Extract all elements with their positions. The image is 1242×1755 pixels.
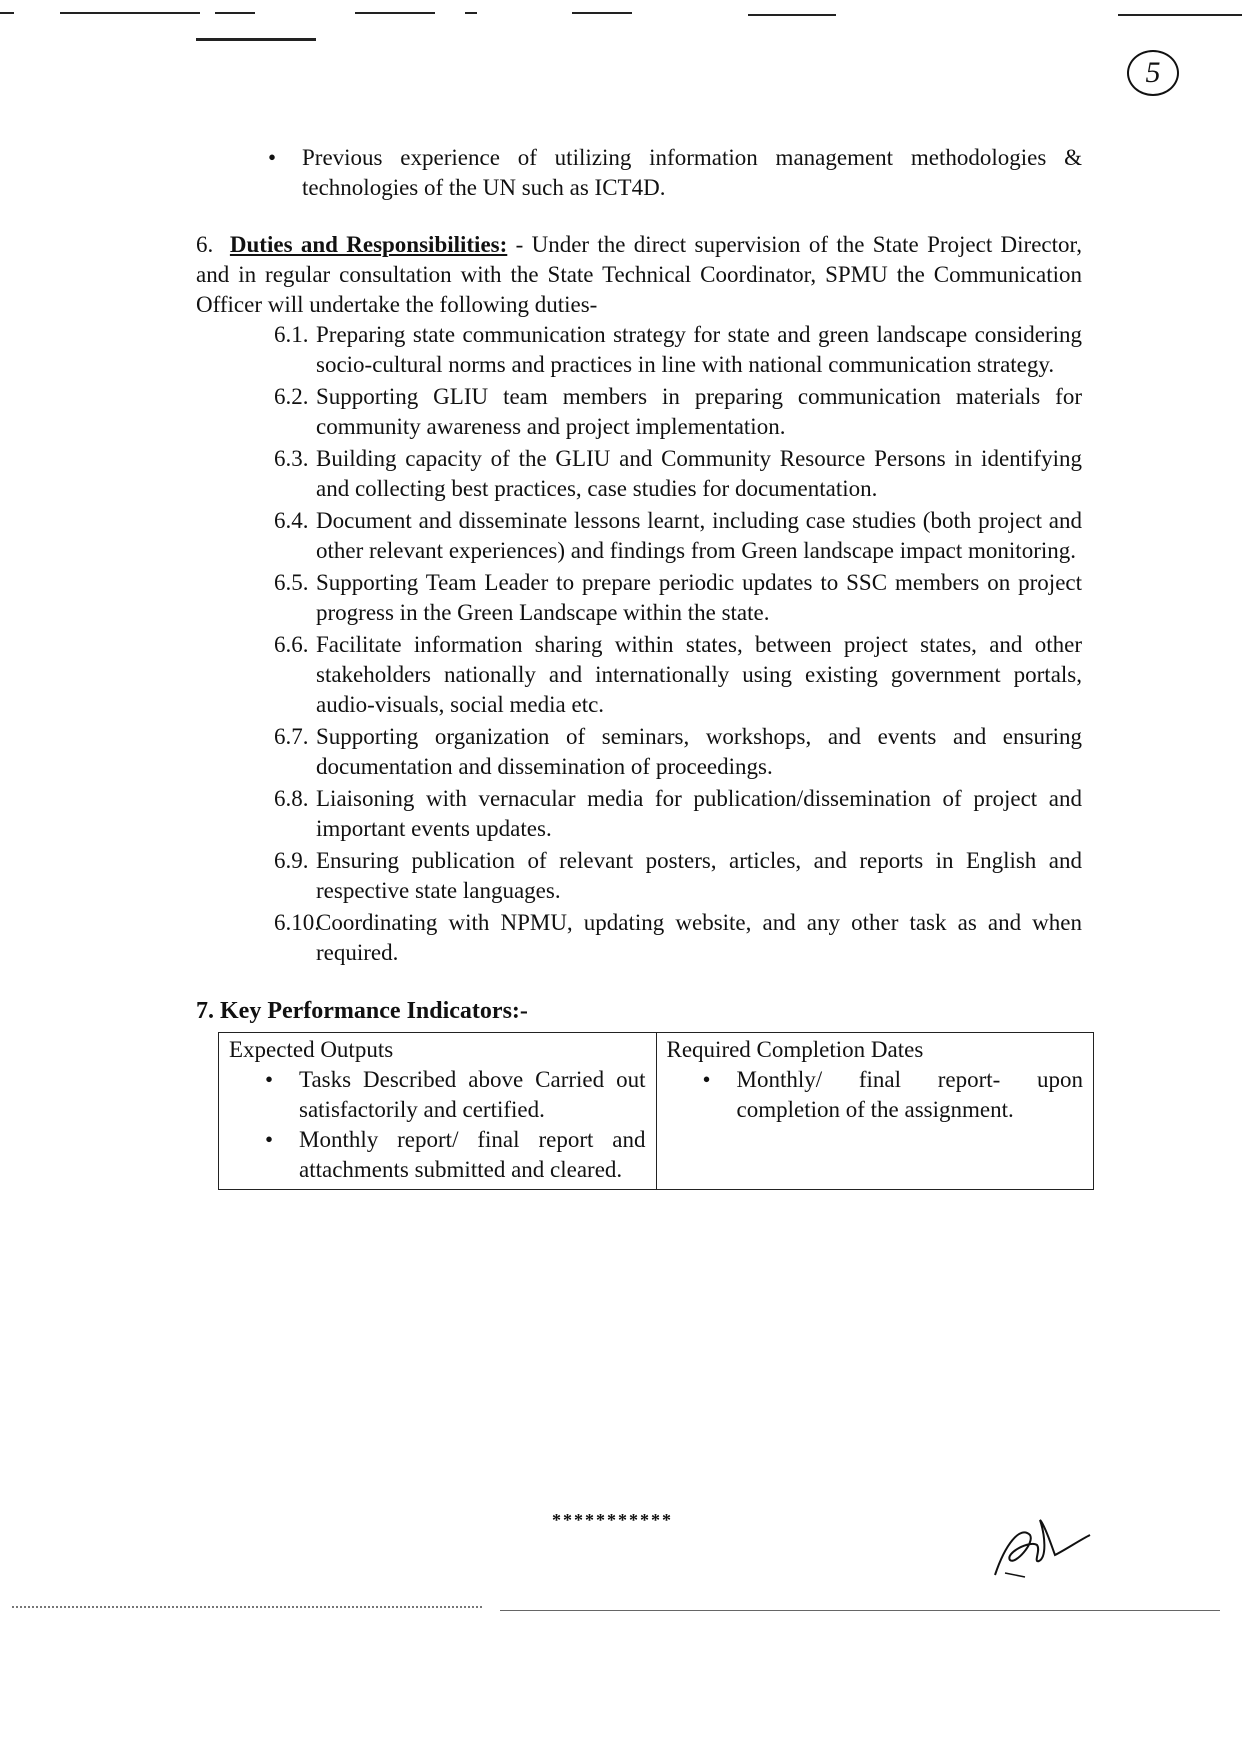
scan-artifact-line [196,38,316,41]
list-item: • Previous experience of utilizing information management methodologies & technologies of the UN such as ICT4D. [268,143,1082,203]
completion-dates-list [667,1065,1084,1125]
section-duties-intro [196,230,1082,320]
list-item [274,568,1082,628]
duty-number: 6.8. [274,786,309,811]
intro-bullet-list [196,143,1082,203]
list-item [274,908,1082,968]
duty-text: Coordinating with NPMU, updating website, and any other task as and when required. [316,910,1082,965]
duty-number: 6.7. [274,724,309,749]
duty-text: Building capacity of the GLIU and Community Resource Persons in identifying and collecting best practices, case studies for documentation. [316,446,1082,501]
scan-artifact-line [0,12,14,14]
duty-number: 6.4. [274,508,309,533]
signature-icon [975,1505,1095,1585]
end-mark: *********** [552,1510,673,1530]
duty-number: 6.2. [274,384,309,409]
document-body [196,143,1082,1190]
scan-artifact-line [60,12,200,14]
list-item [274,320,1082,380]
duty-text: Supporting organization of seminars, workshops, and events and ensuring documentation and dissemination of proceedings. [316,724,1082,779]
duty-text: Liaisoning with vernacular media for publication/dissemination of project and important events updates. [316,786,1082,841]
scan-artifact-line [215,12,255,14]
scan-artifact-line [500,1610,1220,1611]
duty-number: 6.9. [274,848,309,873]
duty-number: 6.1. [274,322,309,347]
list-item: • Monthly/ final report- upon completion of the assignment. [703,1065,1084,1125]
kpi-heading: 7. Key Performance Indicators:- [196,998,528,1024]
duty-number: 6.6. [274,632,309,657]
list-item [274,382,1082,442]
duty-number: 6.5. [274,570,309,595]
section-title: Duties and Responsibilities: [229,232,508,257]
duty-text: Preparing state communication strategy for state and green landscape considering socio-cultural norms and practices in line with national communication strategy. [316,322,1082,377]
scan-artifact-line [1118,14,1242,16]
duty-text: Document and disseminate lessons learnt, including case studies (both project and other relevant experiences) and findings from Green landscape impact monitoring. [316,508,1082,563]
list-item [274,722,1082,782]
section-duties [196,230,1082,968]
duty-text: Ensuring publication of relevant posters, articles, and reports in English and respective state languages. [316,848,1082,903]
table-row [219,1033,1094,1190]
scan-artifact-line [748,14,836,16]
list-item [274,784,1082,844]
kpi-table [218,1032,1094,1190]
duty-text: Facilitate information sharing within states, between project states, and other stakeholders nationally and internationally using existing government portals, audio-visuals, social media etc. [316,632,1082,717]
duties-list [196,320,1082,968]
column-header: Expected Outputs [229,1037,394,1062]
duty-number: 6.10. [274,910,320,935]
completion-dates-cell [656,1033,1094,1190]
list-item [274,630,1082,720]
list-item [274,846,1082,906]
duty-text: Supporting GLIU team members in preparing communication materials for community awareness and project implementation. [316,384,1082,439]
section-intro-text: - Under the direct supervision of the State Project Director, and in regular consultation with the State Technical Coordinator, SPMU the Communication Officer will undertake the following duties- [196,232,1083,317]
scan-artifact-line [355,12,435,14]
scan-artifact-dotted-rule [12,1606,482,1608]
scan-artifact-line [465,12,477,14]
duty-number: 6.3. [274,446,309,471]
list-item [274,506,1082,566]
scan-artifact-line [572,12,632,14]
expected-outputs-cell [219,1033,657,1190]
duty-text: Supporting Team Leader to prepare periodic updates to SSC members on project progress in the Green Landscape within the state. [316,570,1082,625]
column-header: Required Completion Dates [666,1037,924,1062]
expected-outputs-list [229,1065,646,1185]
list-item: • Monthly report/ final report and attachments submitted and cleared. [265,1125,646,1185]
section-number: 6. [196,232,214,257]
page-number: 5 [1127,50,1179,96]
list-item [274,444,1082,504]
list-item: • Tasks Described above Carried out satisfactorily and certified. [265,1065,646,1125]
